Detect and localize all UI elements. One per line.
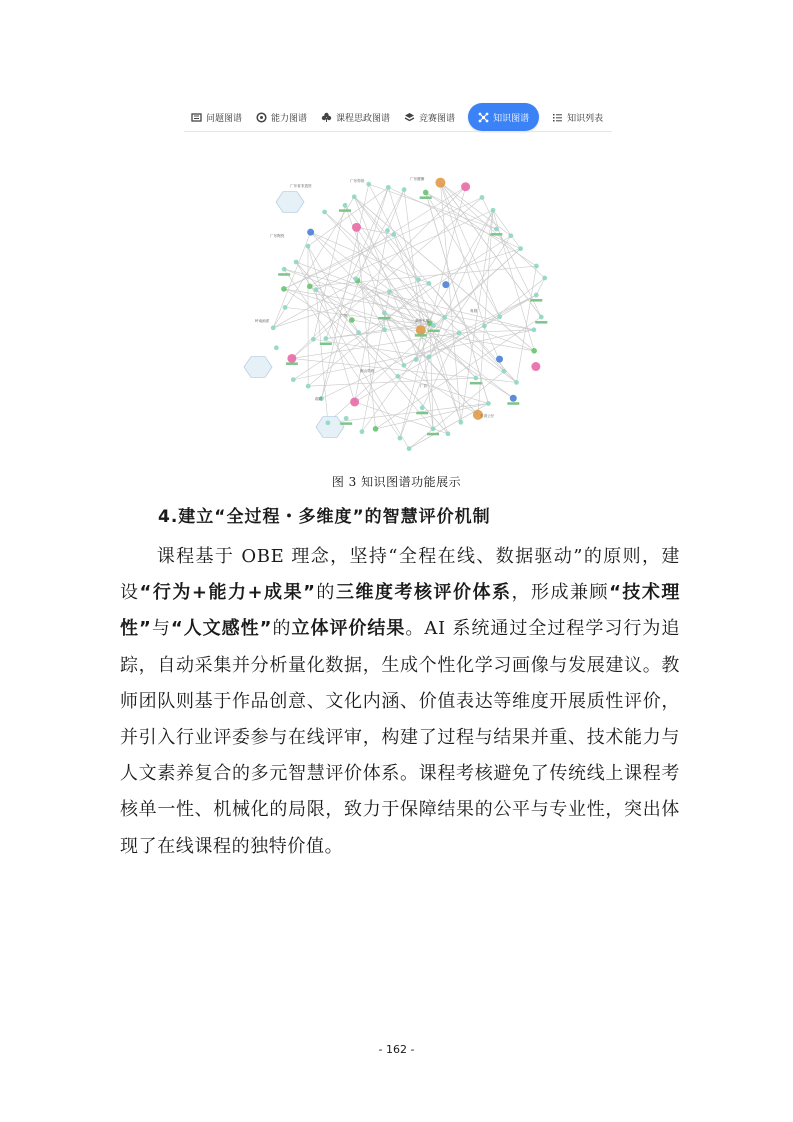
network-icon: [478, 112, 489, 123]
graph-node: [360, 429, 365, 434]
graph-node: [344, 416, 349, 421]
graph-node: [350, 397, 359, 406]
graph-node: [386, 185, 391, 190]
graph-node: [473, 376, 478, 381]
tab-ability-graph[interactable]: [249, 103, 314, 131]
graph-node: [531, 348, 537, 354]
tab-problem-graph[interactable]: [184, 103, 249, 131]
graph-node: [391, 232, 396, 237]
graph-node: [311, 337, 316, 342]
graph-node: [398, 436, 403, 441]
para-text: ，形成兼顾: [511, 582, 610, 604]
graph-node-label: 潮州木雕: [415, 319, 430, 323]
list-icon: [552, 112, 563, 123]
para-bold-text: “技术理性”: [120, 582, 681, 640]
figure-caption: 图 3 知识图谱功能展示: [331, 475, 462, 489]
graph-node: [352, 223, 361, 232]
graph-node-label: 佛山剪纸: [360, 369, 375, 373]
graph-node: [287, 354, 296, 363]
graph-node: [396, 374, 401, 379]
graph-edge: [313, 205, 345, 339]
graph-edge: [355, 295, 537, 402]
graph-edge: [430, 323, 433, 429]
tab-ideology-graph[interactable]: [314, 103, 397, 131]
graph-edge: [429, 236, 511, 357]
graph-edge: [293, 330, 534, 380]
graph-node: [353, 276, 358, 281]
graph-node: [323, 336, 328, 341]
para-text: 。AI 系统通过全过程学习行为追踪，自动采集并分析量化数据，生成个性化学习画像与发展建议。教师团队则基于作品创意、文化内涵、价值表达等维度开展质性评价，并引入行业评委参与在线评审，构建了过程与结果并重、技术能力与人文素养复合的多元智慧评价体系。课程考核避免了传统线上课程考核单一性、机械化的局限，致力于保障结果的公平与专业性，突出体现了在线课程的独特价值。: [120, 618, 680, 857]
graph-node-tag: [420, 196, 432, 199]
graph-node: [407, 446, 412, 451]
graph-node: [427, 354, 432, 359]
graph-node: [385, 228, 390, 233]
graph-node: [352, 194, 357, 199]
graph-edge: [426, 192, 489, 403]
graph-node-label: 广东醒狮: [410, 177, 425, 181]
graph-node-tag: [415, 334, 427, 337]
graph-node: [482, 324, 487, 329]
graph-node: [382, 311, 387, 316]
graph-node: [480, 195, 485, 200]
graph-node-tag: [530, 299, 542, 302]
tab-label: 问题图谱: [206, 113, 243, 124]
graph-node-label: 广东省非遗馆: [290, 184, 312, 188]
graph-node: [322, 210, 327, 215]
graph-node: [435, 178, 445, 188]
graph-node: [373, 426, 379, 432]
graph-node: [294, 260, 299, 265]
tab-label: 知识图谱: [493, 113, 530, 124]
list-book-icon: [191, 112, 202, 123]
graph-node: [531, 362, 540, 371]
graph-node-tag: [286, 362, 298, 365]
graph-node-tag: [278, 273, 290, 276]
graph-node: [307, 284, 313, 290]
graph-node: [366, 182, 371, 187]
graph-node: [283, 305, 288, 310]
graph-node: [402, 363, 407, 368]
graph-node: [491, 208, 496, 213]
graph-node: [510, 395, 517, 402]
graph-node: [414, 357, 419, 362]
graph-node: [282, 267, 287, 272]
page-number: - 162 -: [378, 1043, 415, 1056]
graph-node: [291, 377, 296, 382]
graph-edge: [369, 184, 497, 229]
tab-knowledge-graph[interactable]: [468, 103, 539, 131]
tab-knowledge-list[interactable]: [545, 103, 610, 131]
graph-node: [446, 431, 451, 436]
para-text: 的: [315, 582, 336, 604]
section-heading: 4.建立“全过程・多维度”的智慧评价机制: [158, 507, 491, 527]
graph-node: [281, 286, 287, 292]
body-paragraph: [120, 539, 680, 865]
graph-node: [306, 384, 311, 389]
clover-icon: [321, 112, 332, 123]
graph-node-label: 石湾公仔: [480, 414, 495, 418]
graph-node: [349, 317, 355, 323]
graph-node-tag: [427, 433, 439, 436]
para-bold-text: “人文感性”: [170, 618, 273, 640]
graph-node-label: 广绣: [340, 314, 348, 318]
tab-label: 知识列表: [567, 113, 604, 124]
graph-edge: [273, 232, 310, 328]
graph-node-tag: [470, 382, 482, 385]
graph-edge: [292, 187, 466, 359]
graph-edge: [493, 210, 534, 351]
graph-node: [271, 325, 276, 330]
graph-node: [382, 327, 387, 332]
graph-node: [306, 244, 311, 249]
graph-node-label: 岭南画派: [255, 319, 270, 323]
graph-edge: [369, 184, 419, 279]
graph-node-tag: [490, 233, 502, 236]
graph-node: [508, 233, 513, 238]
graph-node-tag: [535, 321, 547, 324]
graph-edge: [440, 183, 460, 423]
graph-node-label: 广东陶瓷: [270, 234, 285, 238]
graph-node: [497, 314, 502, 319]
graph-node: [420, 405, 425, 410]
graph-node: [416, 277, 421, 282]
graph-edge: [461, 210, 493, 422]
tab-competition-graph[interactable]: [397, 103, 462, 131]
graph-edge: [362, 317, 445, 431]
graph-edge: [308, 246, 355, 402]
graph-node: [416, 325, 426, 335]
graph-edge: [398, 376, 488, 403]
graph-edge: [387, 190, 404, 231]
layers-icon: [404, 112, 415, 123]
graph-node: [343, 203, 348, 208]
graph-node: [496, 356, 503, 363]
graph-node: [431, 426, 436, 431]
tab-label: 能力图谱: [271, 113, 308, 124]
graph-edge: [536, 278, 544, 295]
graph-node: [356, 330, 361, 335]
para-bold-text: 立体评价结果: [291, 618, 406, 640]
graph-node-label: 端砚: [315, 397, 323, 401]
graph-node: [325, 420, 330, 425]
graph-hub-node: [316, 417, 344, 438]
graph-node: [402, 187, 407, 192]
graph-hub-node: [276, 192, 304, 213]
graph-edge: [422, 333, 459, 408]
graph-node-tag: [428, 330, 440, 333]
graph-edge: [440, 183, 544, 278]
graph-node-label: 粤剧: [470, 309, 478, 313]
graph-node-label: 广东剪纸: [350, 179, 365, 183]
graph-node-tag: [320, 343, 332, 346]
graph-edge: [388, 187, 520, 248]
graph-node: [442, 315, 447, 320]
graph-node: [274, 345, 279, 350]
para-bold-text: “行为+能力+成果”: [139, 582, 316, 604]
graph-node: [307, 229, 314, 236]
graph-node: [442, 281, 449, 288]
tab-label: 课程思政图谱: [336, 113, 391, 124]
graph-node-tag: [507, 402, 519, 405]
graph-node: [458, 420, 463, 425]
graph-node-tag: [340, 422, 352, 425]
graph-node: [514, 380, 519, 385]
tab-divider: [184, 131, 612, 132]
graph-node: [531, 327, 536, 332]
para-text: 的: [272, 618, 292, 640]
graph-node: [387, 289, 392, 294]
tab-label: 竞赛图谱: [419, 113, 456, 124]
graph-hub-node: [244, 357, 272, 378]
graph-node: [534, 293, 539, 298]
graph-edge: [316, 290, 328, 423]
gauge-icon: [256, 112, 267, 123]
graph-node: [539, 315, 544, 320]
graph-node: [502, 369, 507, 374]
graph-node-tag: [378, 317, 390, 320]
graph-node: [461, 182, 470, 191]
graph-node: [494, 227, 499, 232]
graph-tab-bar: [184, 102, 612, 132]
graph-node: [457, 331, 462, 336]
graph-node-label: 广彩: [420, 384, 428, 388]
graph-node: [534, 264, 539, 269]
para-text: 课程基于 OBE 理念，坚持“全程在线、数据驱动”的原则，建设: [120, 546, 680, 604]
graph-node: [486, 401, 491, 406]
graph-node: [423, 190, 429, 196]
knowledge-graph-visual: [230, 162, 590, 462]
graph-node-tag: [416, 412, 428, 415]
graph-node: [518, 246, 523, 251]
graph-node: [427, 281, 432, 286]
graph-node: [431, 323, 436, 328]
para-text: 与: [151, 618, 171, 640]
graph-edge: [310, 266, 537, 286]
graph-edge: [384, 313, 513, 398]
graph-node-tag: [339, 209, 351, 212]
para-bold-text: 三维度考核评价体系: [335, 582, 512, 604]
graph-node: [542, 276, 547, 281]
graph-edge: [426, 192, 537, 266]
graph-node: [314, 287, 319, 292]
